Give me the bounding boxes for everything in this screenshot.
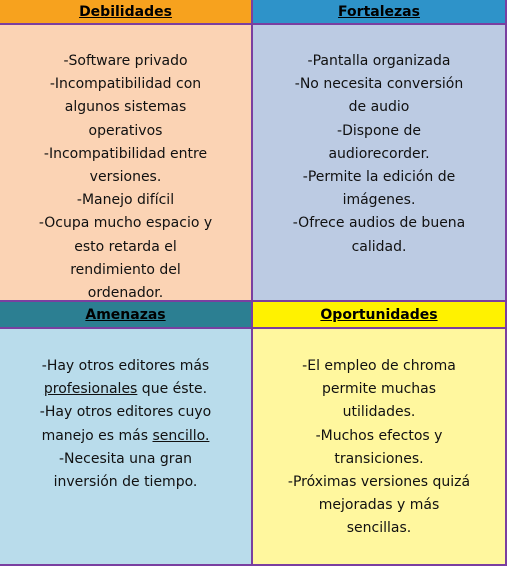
opportunity-item-continued: permite muchas — [321, 381, 437, 398]
strength-item: -Dispone de — [337, 122, 421, 139]
weakness-item-continued: operativos — [88, 122, 163, 139]
opportunity-item: -Muchos efectos y — [315, 427, 443, 444]
strength-item-continued: calidad. — [351, 238, 407, 255]
weakness-item-continued: esto retarda el — [74, 238, 177, 255]
opportunities-cell — [253, 329, 507, 566]
strengths-cell — [253, 25, 507, 302]
threats-header: Amenazas — [0, 302, 253, 329]
threat-item: -Necesita una gran — [58, 450, 193, 467]
threat-item: -Hay otros editores más — [41, 358, 210, 374]
opportunity-item-continued: mejoradas y más — [318, 497, 440, 514]
opportunity-item: -Próximas versiones quizá — [287, 474, 471, 491]
weaknesses-header: Debilidades — [0, 0, 253, 25]
weakness-item-continued: algunos sistemas — [64, 99, 187, 116]
strength-item-continued: audiorecorder. — [328, 145, 430, 162]
threat-item: -Hay otros editores cuyo — [39, 404, 212, 421]
strength-item: -Ofrece audios de buena — [292, 215, 466, 232]
opportunities-header: Oportunidades — [253, 302, 507, 329]
strength-item-continued: imágenes. — [342, 192, 416, 209]
strength-item-continued: de audio — [348, 99, 410, 116]
weakness-item-continued: versiones. — [89, 169, 162, 186]
threat-item-continued: inversión de tiempo. — [53, 474, 198, 491]
threat-item-continued: manejo es más sencillo. — [41, 427, 210, 444]
strength-item: -Permite la edición de — [302, 169, 456, 186]
opportunity-item-continued: sencillas. — [346, 520, 412, 537]
strength-item: -Pantalla organizada — [307, 53, 451, 69]
strength-item: -No necesita conversión — [294, 76, 464, 93]
opportunity-item-continued: utilidades. — [342, 404, 416, 421]
weakness-item-continued: rendimiento del — [70, 261, 181, 278]
weakness-item: -Incompatibilidad con — [49, 76, 202, 93]
strengths-header: Fortalezas — [253, 0, 507, 25]
weakness-item: -Manejo difícil — [76, 192, 175, 209]
weaknesses-cell — [0, 25, 253, 302]
opportunity-item-continued: transiciones. — [334, 450, 424, 467]
weakness-item-continued: ordenador. — [87, 285, 164, 302]
opportunity-item: -El empleo de chroma — [302, 358, 456, 374]
weakness-item: -Ocupa mucho espacio y — [38, 215, 213, 232]
weakness-item: -Software privado — [63, 53, 188, 69]
threats-cell — [0, 329, 253, 566]
weakness-item: -Incompatibilidad entre — [43, 145, 208, 162]
threat-item-continued: profesionales que éste. — [43, 381, 208, 398]
